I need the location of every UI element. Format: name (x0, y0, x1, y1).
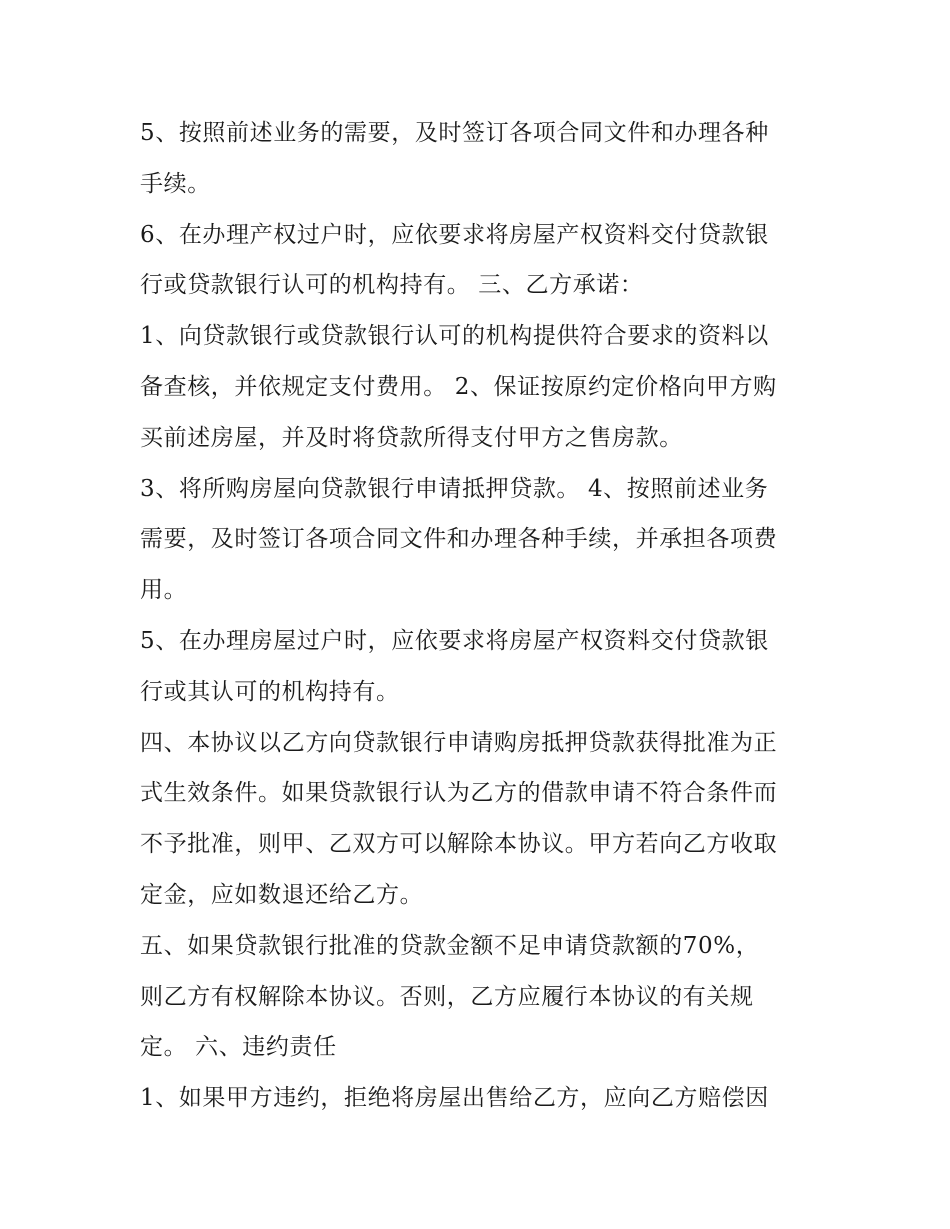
text-line: 1、如果甲方违约，拒绝将房屋出售给乙方，应向乙方赔偿因 (140, 1085, 769, 1112)
text-line: 行或贷款银行认可的机构持有。 三、乙方承诺： (140, 272, 644, 299)
text-line: 需要，及时签订各项合同文件和办理各种手续，并承担各项费 (140, 526, 778, 553)
text-line: 四、本协议以乙方向贷款银行申请购房抵押贷款获得批准为正 (140, 729, 778, 756)
text-line: 不予批准，则甲、乙双方可以解除本协议。甲方若向乙方收取 (140, 831, 778, 858)
text-line: 1、向贷款银行或贷款银行认可的机构提供符合要求的资料以 (140, 323, 769, 350)
paragraph-section-five (140, 921, 820, 1073)
text-line: 备查核，并依规定支付费用。 2、保证按原约定价格向甲方购 (140, 373, 777, 400)
paragraph-buyer-clause-5 (140, 616, 820, 718)
text-line: 买前述房屋，并及时将贷款所得支付甲方之售房款。 (140, 424, 683, 451)
text-line: 定。 六、违约责任 (140, 1034, 337, 1061)
paragraph-buyer-clause-3-4 (140, 464, 820, 616)
text-line: 则乙方有权解除本协议。否则，乙方应履行本协议的有关规 (140, 983, 754, 1010)
text-line: 用。 (140, 577, 188, 604)
paragraph-seller-clause-6 (140, 210, 820, 312)
document-body (140, 108, 820, 1124)
paragraph-seller-clause-5 (140, 108, 820, 210)
text-line: 手续。 (140, 170, 211, 197)
text-line: 行或其认可的机构持有。 (140, 678, 400, 705)
text-line: 3、将所购房屋向贷款银行申请抵押贷款。 4、按照前述业务 (140, 475, 769, 502)
text-line: 6、在办理产权过户时，应依要求将房屋产权资料交付贷款银 (140, 221, 769, 248)
paragraph-buyer-clause-1-2 (140, 311, 820, 463)
text-line: 定金，应如数退还给乙方。 (140, 881, 424, 908)
text-line: 5、按照前述业务的需要，及时签订各项合同文件和办理各种 (140, 120, 769, 146)
text-line: 五、如果贷款银行批准的贷款金额不足申请贷款额的70%， (140, 932, 760, 959)
text-line: 5、在办理房屋过户时，应依要求将房屋产权资料交付贷款银 (140, 627, 769, 654)
paragraph-section-four (140, 718, 820, 921)
text-line: 式生效条件。如果贷款银行认为乙方的借款申请不符合条件而 (140, 780, 778, 807)
paragraph-breach-clause-1 (140, 1073, 820, 1124)
